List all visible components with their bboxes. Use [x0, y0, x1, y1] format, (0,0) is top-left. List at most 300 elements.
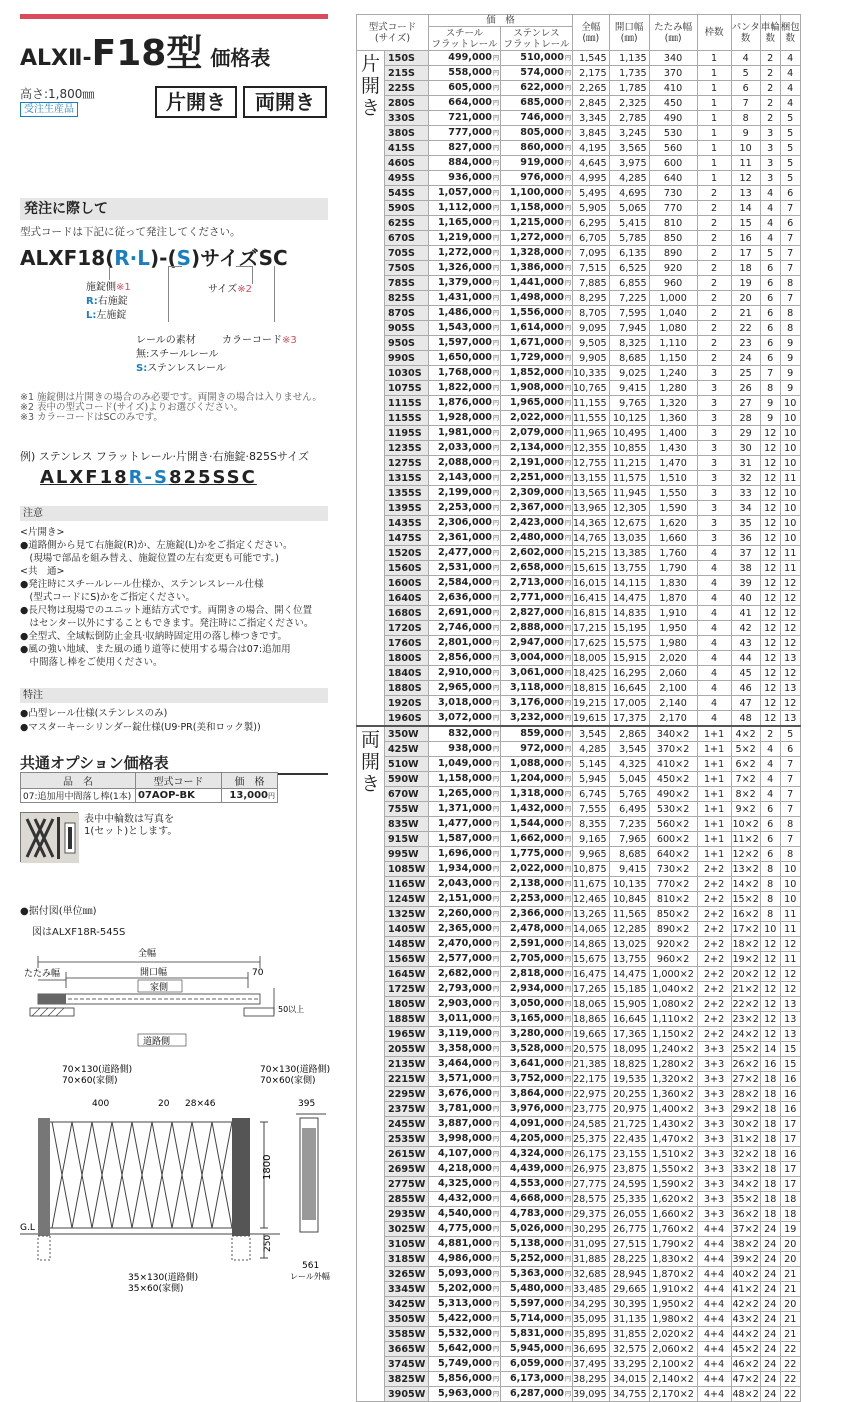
model-code-cell: 1325W	[385, 907, 429, 922]
stainless-price-cell: 2,827,000円	[501, 606, 573, 621]
notes-heading: 注意	[20, 506, 328, 521]
steel-price-cell: 4,218,000円	[429, 1162, 501, 1177]
packs-cell: 10	[780, 531, 800, 546]
total-width-cell: 33,485	[573, 1282, 610, 1297]
units-cell: 4+4	[697, 1387, 731, 1402]
stainless-price-cell: 2,705,000円	[501, 952, 573, 967]
folded-width-cell: 640×2	[649, 847, 697, 862]
yen-unit: 円	[564, 971, 571, 978]
yen-unit: 円	[492, 776, 499, 783]
units-cell: 2+2	[697, 892, 731, 907]
wheel-cell: 24	[760, 1327, 780, 1342]
total-width-cell: 22,175	[573, 1072, 610, 1087]
model-code-cell: 1645W	[385, 967, 429, 982]
opening-width-cell: 26,055	[609, 1207, 649, 1222]
units-cell: 2	[697, 186, 731, 201]
stainless-price-cell: 2,138,000円	[501, 877, 573, 892]
folded-width-cell: 600×2	[649, 832, 697, 847]
packs-cell: 20	[780, 1252, 800, 1267]
opening-width-cell: 34,015	[609, 1372, 649, 1387]
model-code-cell: 755W	[385, 802, 429, 817]
table-row	[357, 1087, 801, 1102]
model-code-cell: 3105W	[385, 1237, 429, 1252]
panta-cell: 16×2	[732, 908, 759, 920]
total-width-cell: 11,555	[573, 411, 610, 426]
packs-cell: 8	[780, 306, 800, 321]
opening-width-cell: 1,785	[609, 81, 649, 96]
steel-price-cell: 1,049,000円	[429, 757, 501, 772]
steel-price-cell: 5,856,000円	[429, 1372, 501, 1387]
stainless-price-cell: 3,050,000円	[501, 997, 573, 1012]
wheel-cell: 24	[760, 1282, 780, 1297]
packs-cell: 10	[780, 862, 800, 877]
opening-width-cell: 29,665	[609, 1282, 649, 1297]
units-cell: 3+3	[697, 1117, 731, 1132]
packs-cell: 5	[780, 111, 800, 126]
units-cell: 4+4	[697, 1312, 731, 1327]
panta-cell: 6	[731, 81, 760, 96]
yen-unit: 円	[492, 1121, 499, 1128]
wheel-cell: 12	[760, 531, 780, 546]
yen-unit: 円	[492, 325, 499, 332]
yen-unit: 円	[492, 806, 499, 813]
total-width-cell: 17,215	[573, 621, 610, 636]
folded-width-cell: 1,910×2	[649, 1282, 697, 1297]
units-cell: 4	[697, 666, 731, 681]
panta-cell: 28×2	[732, 1088, 759, 1100]
yen-unit: 円	[564, 400, 571, 407]
yen-unit: 円	[492, 175, 499, 182]
steel-price-cell: 5,749,000円	[429, 1357, 501, 1372]
yen-unit: 円	[564, 881, 571, 888]
folded-width-cell: 1,000×2	[649, 967, 697, 982]
folded-width-cell: 1,620×2	[649, 1192, 697, 1207]
opening-width-cell: 14,115	[609, 576, 649, 591]
folded-width-cell: 730	[649, 186, 697, 201]
total-width-cell: 1,545	[573, 51, 610, 66]
panta-cell: 38×2	[732, 1238, 759, 1250]
panta-cell: 28	[731, 411, 760, 426]
steel-price-cell: 1,696,000円	[429, 847, 501, 862]
packs-cell: 7	[780, 261, 800, 276]
yen-unit: 円	[564, 55, 571, 62]
wheel-cell: 6	[760, 306, 780, 321]
folded-width-cell: 1,830	[649, 576, 697, 591]
wheel-cell: 12	[760, 711, 780, 727]
total-width-cell: 9,095	[573, 321, 610, 336]
opening-width-cell: 2,325	[609, 96, 649, 111]
yen-unit: 円	[492, 310, 499, 317]
folded-width-cell: 1,040×2	[649, 982, 697, 997]
wheel-cell: 24	[760, 1222, 780, 1237]
table-row	[357, 231, 801, 246]
opening-width-cell: 19,535	[609, 1072, 649, 1087]
units-cell: 2+2	[697, 967, 731, 982]
folded-width-cell: 530×2	[649, 802, 697, 817]
table-row	[357, 486, 801, 501]
opening-width-cell: 7,235	[609, 817, 649, 832]
packs-cell: 9	[780, 351, 800, 366]
yen-unit: 円	[492, 85, 499, 92]
packs-cell: 7	[780, 832, 800, 847]
model-code-cell: 1235S	[385, 441, 429, 456]
opening-width-cell: 25,335	[609, 1192, 649, 1207]
steel-price-cell: 2,470,000円	[429, 937, 501, 952]
dim-28x46-text: 28×46	[185, 1099, 216, 1109]
total-width-cell: 15,615	[573, 561, 610, 576]
right-lock-label	[86, 295, 128, 308]
yen-unit: 円	[492, 445, 499, 452]
total-width-cell: 18,815	[573, 681, 610, 696]
model-code-cell: 750S	[385, 261, 429, 276]
panta-cell: 12×2	[732, 848, 759, 860]
yen-unit: 円	[564, 640, 571, 647]
opening-width-cell: 9,765	[609, 396, 649, 411]
steel-price-cell: 1,597,000円	[429, 336, 501, 351]
yen-unit: 円	[564, 836, 571, 843]
steel-price-cell: 2,477,000円	[429, 546, 501, 561]
packs-cell: 10	[780, 396, 800, 411]
panta-cell: 22×2	[732, 998, 759, 1010]
table-row	[357, 787, 801, 802]
folded-width-cell: 960×2	[649, 952, 697, 967]
table-row	[357, 456, 801, 471]
steel-price-cell: 777,000円	[429, 126, 501, 141]
steel-price-cell: 2,584,000円	[429, 576, 501, 591]
units-cell: 4	[697, 576, 731, 591]
stainless-price-cell: 860,000円	[501, 141, 573, 156]
opening-width-cell: 2,785	[609, 111, 649, 126]
opening-width-cell: 11,575	[609, 471, 649, 486]
stainless-price-cell: 5,138,000円	[501, 1237, 573, 1252]
yen-unit: 円	[564, 1016, 571, 1023]
opening-width-cell: 6,495	[609, 802, 649, 817]
yen-unit: 円	[492, 791, 499, 798]
table-row	[357, 606, 801, 621]
yen-unit: 円	[564, 130, 571, 137]
table-row	[357, 531, 801, 546]
packs-cell: 7	[780, 291, 800, 306]
left-panel	[0, 0, 345, 1343]
panta-cell: 12	[731, 171, 760, 186]
yen-unit: 円	[492, 731, 499, 738]
opening-width-cell: 13,755	[609, 561, 649, 576]
steel-price-cell: 5,093,000円	[429, 1267, 501, 1282]
model-code-cell: 280S	[385, 96, 429, 111]
stainless-price-cell: 1,215,000円	[501, 216, 573, 231]
steel-price-cell: 2,746,000円	[429, 621, 501, 636]
panta-cell: 25	[731, 366, 760, 381]
yen-unit: 円	[492, 115, 499, 122]
lbl-text: 施錠側	[86, 282, 116, 293]
panta-cell: 35	[731, 516, 760, 531]
total-width-cell: 5,905	[573, 201, 610, 216]
table-row	[357, 742, 801, 757]
panta-cell: 11×2	[732, 833, 759, 845]
model-code-cell: 1315S	[385, 471, 429, 486]
yen-unit: 円	[564, 595, 571, 602]
model-code-cell: 590W	[385, 772, 429, 787]
folded-width-cell: 730×2	[649, 862, 697, 877]
packs-cell: 13	[780, 711, 800, 727]
total-width-cell: 6,295	[573, 216, 610, 231]
steel-price-cell: 2,682,000円	[429, 967, 501, 982]
units-cell: 4	[697, 636, 731, 651]
wheel-cell: 12	[760, 997, 780, 1012]
model-code-cell: 990S	[385, 351, 429, 366]
yen-unit: 円	[492, 1166, 499, 1173]
units-cell: 3	[697, 366, 731, 381]
yen-unit: 円	[492, 385, 499, 392]
steel-price-cell: 1,543,000円	[429, 321, 501, 336]
total-width-cell: 16,415	[573, 591, 610, 606]
units-cell: 3+3	[697, 1057, 731, 1072]
wheel-cell: 12	[760, 501, 780, 516]
table-row	[357, 441, 801, 456]
packs-cell: 7	[780, 787, 800, 802]
yen-unit: 円	[492, 490, 499, 497]
wheel-cell: 18	[760, 1147, 780, 1162]
wheel-cell: 5	[760, 246, 780, 261]
yen-unit: 円	[564, 866, 571, 873]
panta-cell: 46	[731, 681, 760, 696]
wheel-cell: 12	[760, 651, 780, 666]
units-cell: 4+4	[697, 1372, 731, 1387]
packs-cell: 20	[780, 1237, 800, 1252]
wheel-cell: 2	[760, 726, 780, 742]
total-width-text: 全幅	[138, 949, 157, 959]
yen-unit: 円	[492, 1091, 499, 1098]
dim-395-text: 395	[298, 1099, 316, 1109]
model-code-cell: 1565W	[385, 952, 429, 967]
model-code-cell: 215S	[385, 66, 429, 81]
opening-width-cell: 32,575	[609, 1342, 649, 1357]
stainless-price-cell: 6,173,000円	[501, 1372, 573, 1387]
units-cell: 2	[697, 261, 731, 276]
opening-width-cell: 14,475	[609, 967, 649, 982]
model-code-cell: 2935W	[385, 1207, 429, 1222]
wheel-cell: 12	[760, 576, 780, 591]
steel-price-cell: 1,265,000円	[429, 787, 501, 802]
yen-unit: 円	[492, 836, 499, 843]
model-code-cell: 670S	[385, 231, 429, 246]
steel-price-cell: 1,981,000円	[429, 426, 501, 441]
wheel-cell: 2	[760, 66, 780, 81]
yen-unit: 円	[564, 160, 571, 167]
steel-price-cell: 3,887,000円	[429, 1117, 501, 1132]
stainless-price-cell: 1,432,000円	[501, 802, 573, 817]
model-code-cell: 1760S	[385, 636, 429, 651]
total-width-cell: 29,375	[573, 1207, 610, 1222]
opening-width-cell: 10,495	[609, 426, 649, 441]
folded-width-cell: 850×2	[649, 907, 697, 922]
total-width-cell: 39,095	[573, 1387, 610, 1402]
units-cell: 4	[697, 651, 731, 666]
note-line: ●発注時にスチールレール仕様か、ステンレスレール仕様	[20, 579, 264, 590]
model-code-cell: 1840S	[385, 666, 429, 681]
stainless-price-cell: 919,000円	[501, 156, 573, 171]
opening-width-cell: 26,775	[609, 1222, 649, 1237]
code-part: ALXF18(	[20, 246, 115, 270]
yen-unit: 円	[492, 400, 499, 407]
stainless-price-cell: 2,366,000円	[501, 907, 573, 922]
stainless-price-cell: 1,671,000円	[501, 336, 573, 351]
col-folded-header	[649, 15, 697, 51]
units-cell: 1	[697, 156, 731, 171]
units-cell: 4	[697, 681, 731, 696]
panta-cell: 16	[731, 231, 760, 246]
stainless-price-cell: 1,662,000円	[501, 832, 573, 847]
opening-width-cell: 14,835	[609, 606, 649, 621]
opening-width-cell: 11,945	[609, 486, 649, 501]
steel-price-cell: 3,119,000円	[429, 1027, 501, 1042]
yen-unit: 円	[564, 896, 571, 903]
steel-price-cell: 1,326,000円	[429, 261, 501, 276]
steel-price-cell: 2,088,000円	[429, 456, 501, 471]
units-cell: 2+2	[697, 1027, 731, 1042]
model-code-cell: 1880S	[385, 681, 429, 696]
table-row	[357, 141, 801, 156]
packs-cell: 12	[780, 621, 800, 636]
panta-cell: 42	[731, 621, 760, 636]
panta-cell: 30×2	[732, 1118, 759, 1130]
steel-price-cell: 832,000円	[429, 726, 501, 742]
table-row	[357, 546, 801, 561]
folded-width-cell: 850	[649, 231, 697, 246]
table-row	[357, 1177, 801, 1192]
total-width-cell: 15,215	[573, 546, 610, 561]
table-row	[357, 892, 801, 907]
example-part: R	[128, 467, 145, 488]
total-width-cell: 9,965	[573, 847, 610, 862]
stainless-price-cell: 1,775,000円	[501, 847, 573, 862]
folded-width-cell: 1,790×2	[649, 1237, 697, 1252]
leader-line	[168, 266, 169, 322]
panta-cell: 8	[731, 111, 760, 126]
units-cell: 2+2	[697, 982, 731, 997]
opening-width-cell: 5,785	[609, 231, 649, 246]
total-width-cell: 36,695	[573, 1342, 610, 1357]
wheel-cell: 18	[760, 1087, 780, 1102]
model-code-cell: 510W	[385, 757, 429, 772]
total-width-cell: 2,175	[573, 66, 610, 81]
yen-unit: 円	[564, 1286, 571, 1293]
model-code-cell: 705S	[385, 246, 429, 261]
order-heading: 発注に際して	[20, 198, 328, 220]
wheel-cell: 24	[760, 1267, 780, 1282]
packs-cell: 13	[780, 997, 800, 1012]
units-cell: 2+2	[697, 907, 731, 922]
model-code-cell: 225S	[385, 81, 429, 96]
packs-cell: 13	[780, 1027, 800, 1042]
panta-cell: 37×2	[732, 1223, 759, 1235]
opt-col-price: 価 格	[222, 773, 278, 789]
units-cell: 2+2	[697, 1012, 731, 1027]
steel-price-cell: 4,107,000円	[429, 1147, 501, 1162]
units-cell: 4	[697, 591, 731, 606]
folded-width-cell: 1,150×2	[649, 1027, 697, 1042]
wheel-cell: 6	[760, 832, 780, 847]
yen-unit: 円	[492, 911, 499, 918]
total-width-cell: 10,875	[573, 862, 610, 877]
total-width-cell: 2,265	[573, 81, 610, 96]
col-units-header: 枠数	[697, 15, 731, 51]
footnote-1: ※1 施錠側は片開きの場合のみ必要です。両開きの場合は入りません。	[20, 392, 322, 403]
packs-cell: 10	[780, 892, 800, 907]
col-line: 梱包	[780, 21, 800, 33]
model-code-cell: 1245W	[385, 892, 429, 907]
folded-width-cell: 1,950	[649, 621, 697, 636]
stainless-price-cell: 622,000円	[501, 81, 573, 96]
post1-text: 70×130(道路側)	[62, 1065, 133, 1075]
yen-unit: 円	[564, 295, 571, 302]
folded-width-cell: 2,060×2	[649, 1342, 697, 1357]
opening-width-cell: 3,245	[609, 126, 649, 141]
table-row	[357, 171, 801, 186]
folded-width-cell: 1,240×2	[649, 1042, 697, 1057]
stainless-price-cell: 5,714,000円	[501, 1312, 573, 1327]
col-line: (㎜)	[664, 32, 682, 44]
option-photo	[20, 812, 78, 862]
model-code-cell: 1165W	[385, 877, 429, 892]
packs-cell: 7	[780, 201, 800, 216]
yen-unit: 円	[564, 430, 571, 437]
packs-cell: 12	[780, 982, 800, 997]
units-cell: 1+1	[697, 772, 731, 787]
steel-price-cell: 2,793,000円	[429, 982, 501, 997]
table-row	[357, 772, 801, 787]
units-cell: 4+4	[697, 1297, 731, 1312]
table-row	[357, 1342, 801, 1357]
folded-width-cell: 410	[649, 81, 697, 96]
wheel-cell: 18	[760, 1207, 780, 1222]
wheel-cell: 12	[760, 666, 780, 681]
single-open-rows	[357, 51, 801, 727]
folded-width-cell: 1,870	[649, 591, 697, 606]
steel-price-cell: 2,965,000円	[429, 681, 501, 696]
total-width-cell: 17,625	[573, 636, 610, 651]
yen-unit: 円	[564, 340, 571, 347]
opening-width-cell: 5,415	[609, 216, 649, 231]
wheel-cell: 6	[760, 261, 780, 276]
folded-width-cell: 560×2	[649, 817, 697, 832]
table-row	[357, 291, 801, 306]
model-code-cell: 1885W	[385, 1012, 429, 1027]
option-note	[84, 814, 177, 838]
post3b-text: 35×60(家側)	[128, 1284, 184, 1294]
folded-width-cell: 1,470	[649, 456, 697, 471]
model-code-cell: 1395S	[385, 501, 429, 516]
folded-width-cell: 1,280	[649, 381, 697, 396]
col-panta-header	[731, 15, 760, 51]
units-cell: 2+2	[697, 922, 731, 937]
model-code-cell: 1800S	[385, 651, 429, 666]
panta-cell: 10	[731, 141, 760, 156]
yen-unit: 円	[564, 145, 571, 152]
col-line: (㎜)	[620, 32, 638, 44]
opening-width-cell: 24,595	[609, 1177, 649, 1192]
stainless-price-cell: 1,272,000円	[501, 231, 573, 246]
stainless-price-cell: 1,158,000円	[501, 201, 573, 216]
yen-unit: 円	[564, 205, 571, 212]
steel-price-cell: 4,325,000円	[429, 1177, 501, 1192]
steel-price-cell: 2,365,000円	[429, 922, 501, 937]
panta-cell: 22	[731, 321, 760, 336]
stainless-price-cell: 2,367,000円	[501, 501, 573, 516]
model-code-cell: 3585W	[385, 1327, 429, 1342]
total-width-cell: 13,265	[573, 907, 610, 922]
opening-width-cell: 10,125	[609, 411, 649, 426]
